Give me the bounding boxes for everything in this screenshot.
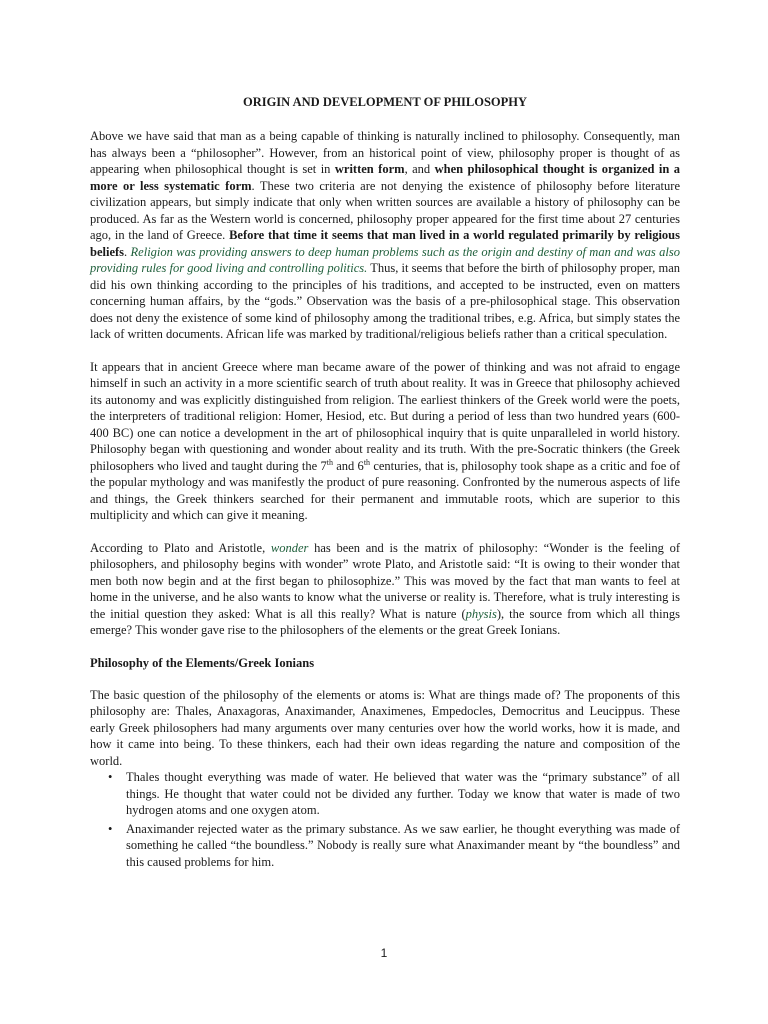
list-item [108,769,680,819]
document-title: ORIGIN AND DEVELOPMENT OF PHILOSOPHY [242,95,528,109]
bullet-icon: • [108,770,113,784]
paragraph-wonder [90,540,680,639]
text-run: . [124,244,131,259]
italic-phrase: wonder [270,540,309,555]
document-page [90,94,680,872]
list-item-text: Anaximander rejected water as the primary substance. As we saw earlier, he thought everything was made of something he called “the boundless.” Nobody is really sure what Anaximander meant by “the boundless” and this caused problems for him. [126,821,680,869]
bold-phrase: Before that time it seems that man lived in a world regulated primarily by religious beliefs [90,228,681,259]
list-item-text: Thales thought everything was made of water. He believed that water was the “primary substance” of all things. He thought that water could not be divided any further. Today we know that water is made of two hydrogen atoms and one oxygen atom. [126,770,680,817]
bold-phrase: when philosophical thought is organized in a more or less systematic form [90,162,680,193]
text-run: According to Plato and Aristotle, [90,540,271,555]
bullet-icon: • [108,821,113,836]
text-run: has been and is the matrix of philosophy: “Wonder is the feeling of philosophers, and philosophy begins with wonder” wrote Plato, and Aristotle said: “It is owing to their wonder that men both now begin and at the first began to philosophize.” This was moved by the fact that man wants to feel at home in the universe, and he also wants to know what the universe or reality is. Therefore, what is truly interesting is the initial question they asked: What is all this really? What is nature ( [90,540,681,621]
italic-phrase: physis [465,606,497,621]
bold-phrase: written form [334,162,405,176]
paragraph-elements: The basic question of the philosophy of the elements or atoms is: What are things made of? The proponents of this philosophy are: Thales, Anaxagoras, Anaximander, Anaximenes, Empedocles, Democritus and Leucippus. These early Greek philosophers had many arguments over many centuries over how the world works, how it is made, and how it came into being. To these thinkers, each had their own ideas regarding the nature and composition of the world. [90,687,680,768]
text-run: Thus, it seems that before the birth of philosophy proper, man did his own thinking according to the principles of his traditions, and accepted to be instructed, even on matters concerning human affairs, by the “gods.” Observation was the basis of a pre-philosophical stage. This observation does not deny the existence of some kind of philosophy among the traditional tribes, e.g. Africa, but simply states the lack of written documents. African life was marked by traditional/religious beliefs rather than a critical speculation. [90,261,681,341]
superscript: th [326,457,333,467]
text-run: . These two criteria are not denying the existence of philosophy before literature civilization appears, but simply indicate that only when written sources are available a history of philosophy can be produced. As far as the Western world is concerned, philosophy proper appeared for the first time about 27 centuries ago, in the land of Greece. [90,178,680,242]
italic-phrase: Religion was providing answers to deep human problems such as the origin and destiny of man and was also providing rules for good living and controlling politics. [90,244,680,275]
text-run: Above we have said that man as a being capable of thinking is naturally inclined to philosophy. Consequently, man has always been a “philosopher”. However, from an historical point of view, philosophy proper is thought of as appearing when philosophical thought is set in [90,129,680,176]
superscript: th [363,457,371,467]
text-run: , and [404,162,435,176]
text-run: and 6 [332,458,364,473]
bullet-list [90,769,680,870]
page-number: 1 [380,946,388,960]
text-run: centuries, that is, philosophy took shape as a critic and foe of the popular mythology and was manifestly the product of pure reasoning. Confronted by the numerous aspects of life and things, the Greek thinkers searched for their permanent and immutable roots, which are superior to this multiplicity and which can give it meaning. [90,458,680,522]
paragraph-greece [90,359,680,524]
paragraph-origin [90,128,680,343]
list-item [108,821,680,871]
text-run: It appears that in ancient Greece where man became aware of the power of thinking and was not afraid to engage himself in such an activity in a more scientific search of truth about reality. It was in Greece that philosophy achieved its autonomy and was explicitly distinguished from religion. The earliest thinkers of the Greek world were the poets, the interpreters of traditional religion: Homer, Hesiod, etc. But during a period of less than two hundred years (600-400 BC) one can notice a development in the art of philosophical inquiry that is quite unparalleled in world history. Philosophy began with questioning and wonder about reality and its truth. With the pre-Socratic thinkers (the Greek philosophers who lived and taught during the 7 [90,359,680,473]
section-heading: Philosophy of the Elements/Greek Ionians [90,655,315,670]
text-run: ), the source from which all things emerge? This wonder gave rise to the philosophers of the elements or the great Greek Ionians. [90,606,680,637]
